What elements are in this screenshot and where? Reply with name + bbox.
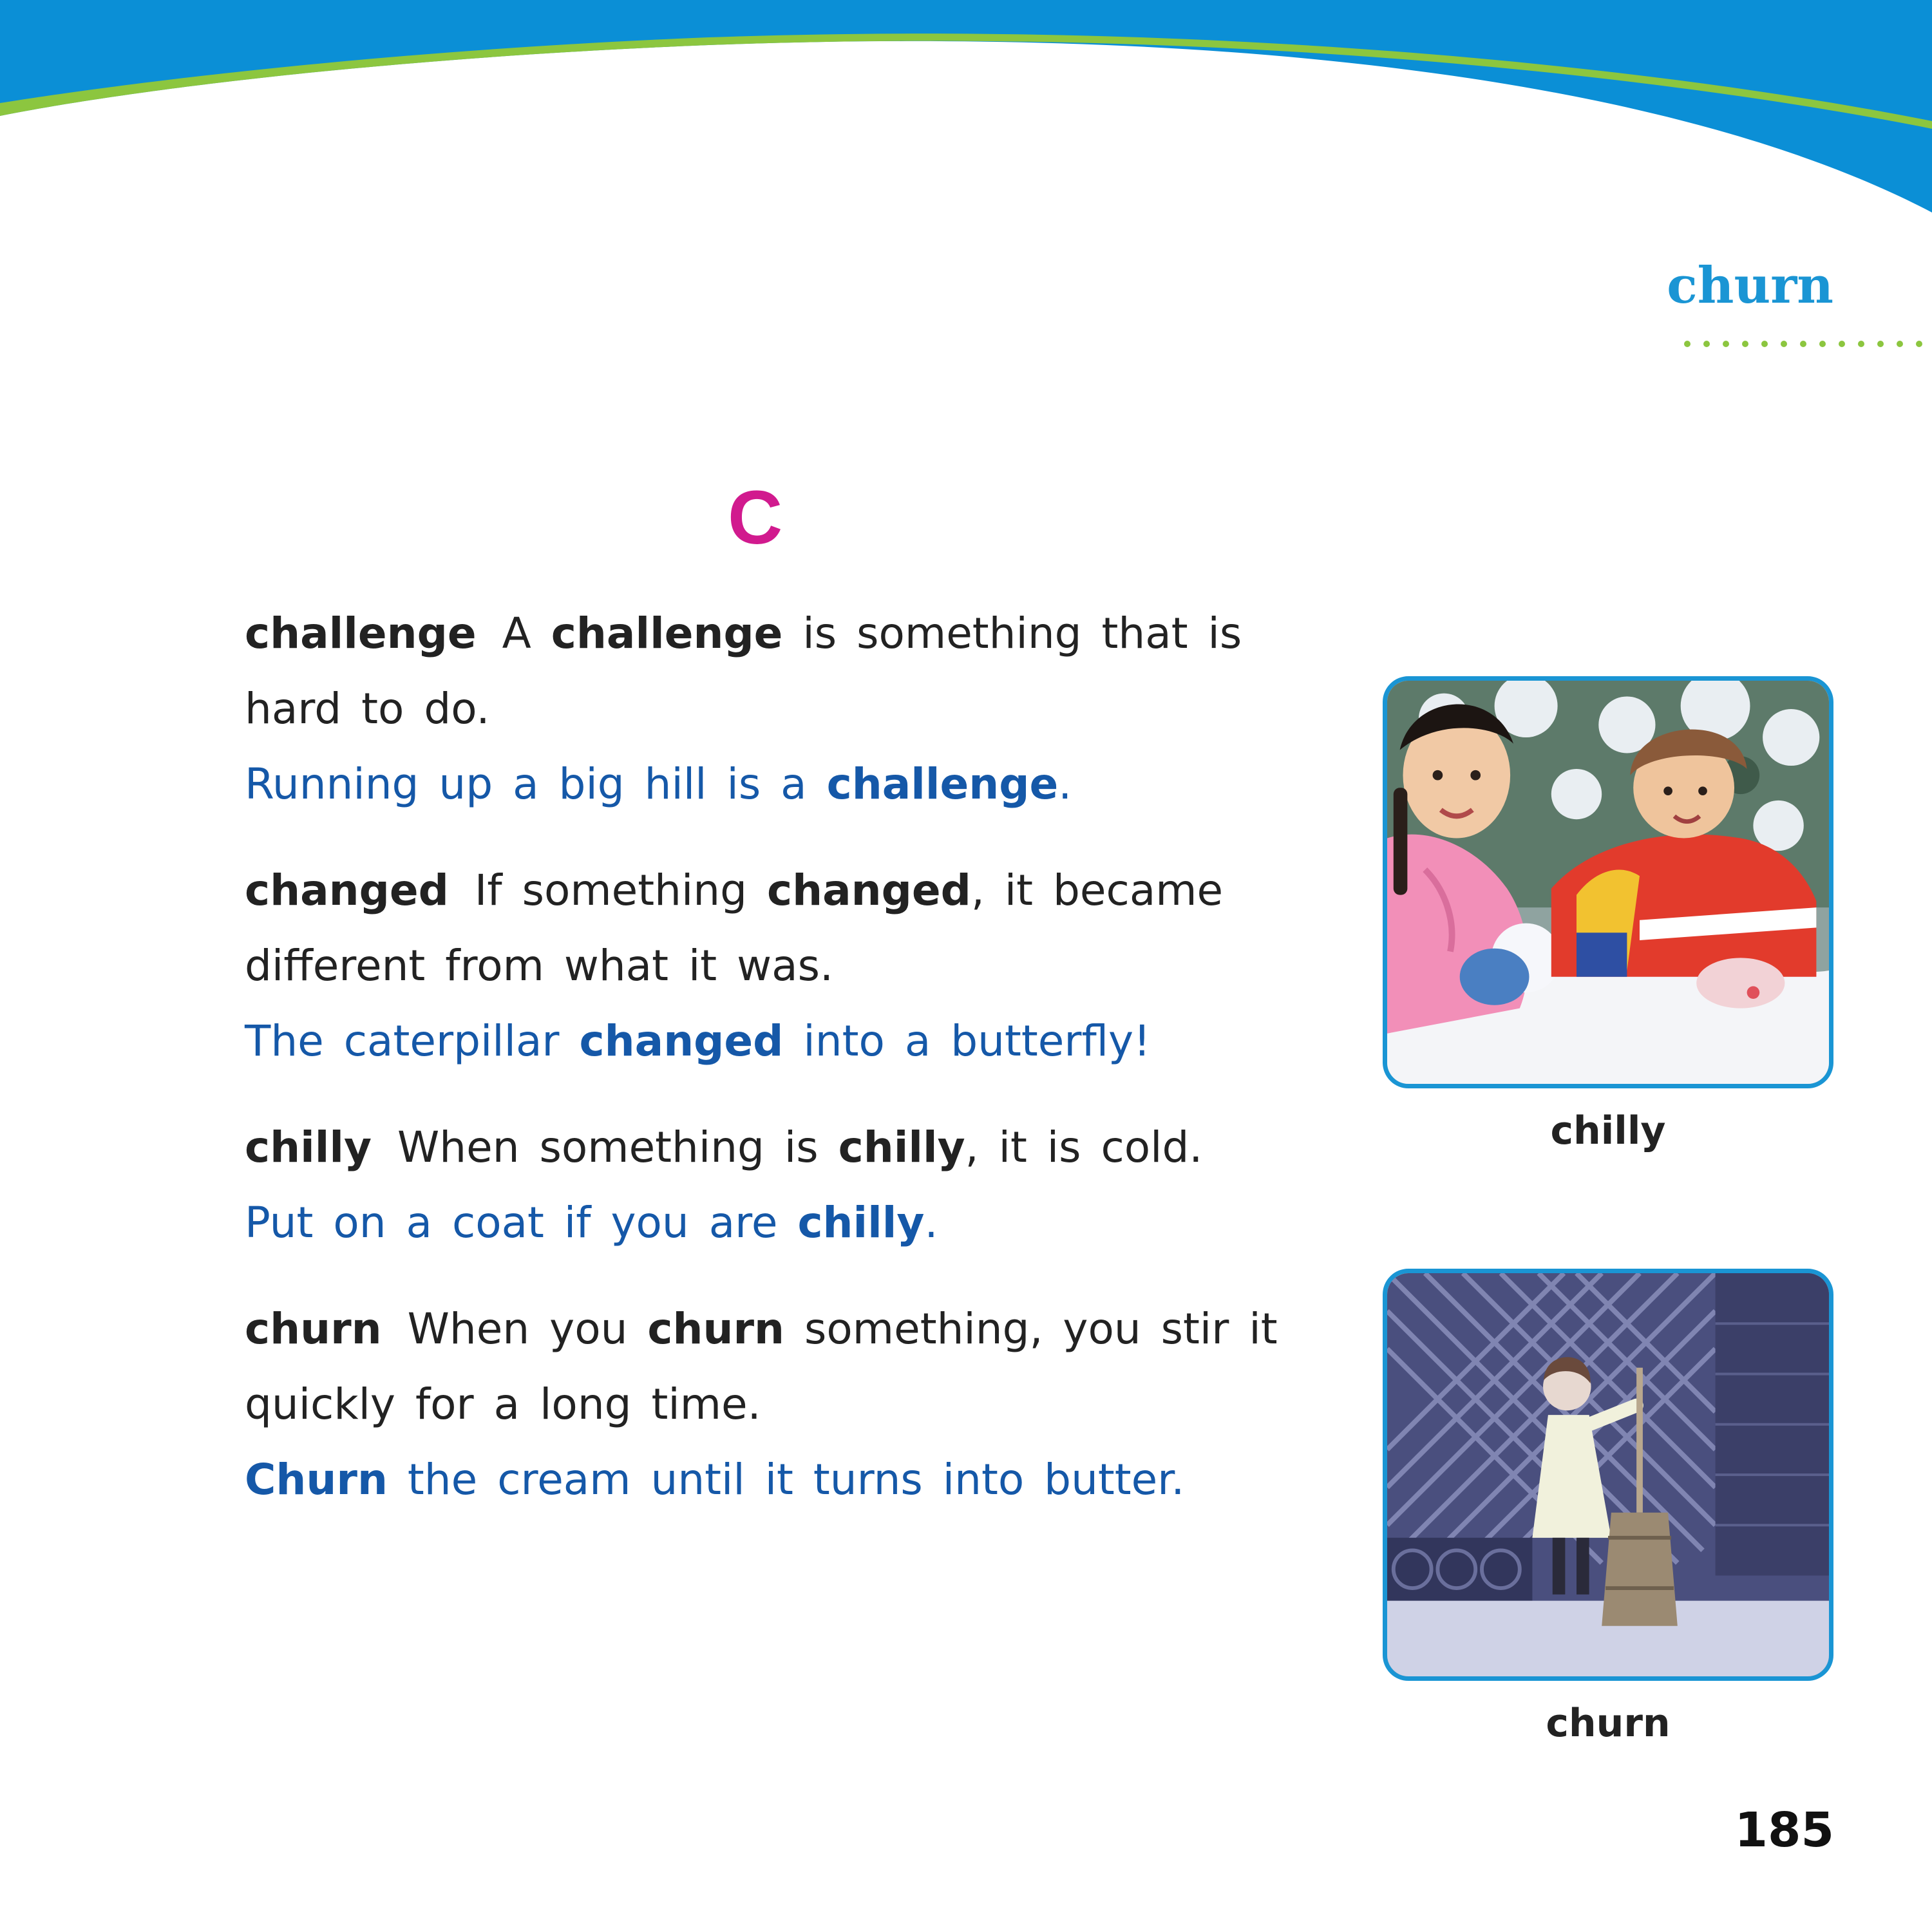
- entry-changed: [245, 853, 1301, 1079]
- keyword: chilly: [797, 1198, 925, 1247]
- figure-churn: [1383, 1269, 1833, 1746]
- definition-text: something, you stir it quickly for a long time.: [245, 1304, 1278, 1429]
- section-letter: C: [728, 475, 783, 560]
- page-number: 185: [1734, 1803, 1834, 1858]
- glossary-entries: [245, 596, 1301, 1548]
- example-text: Put on a coat if you are: [245, 1198, 798, 1247]
- example-text: .: [924, 1198, 938, 1247]
- definition-text: , it became different from what it was.: [245, 866, 1224, 990]
- example-text: The caterpillar: [245, 1016, 580, 1066]
- header-banner: [0, 0, 1932, 232]
- headword: churn: [245, 1304, 382, 1354]
- figure-caption: churn: [1546, 1701, 1671, 1746]
- keyword: churn: [647, 1304, 785, 1354]
- keyword: challenge: [551, 609, 783, 658]
- guide-word-dotted-rule: [1682, 339, 1932, 349]
- definition-text: A: [502, 609, 551, 658]
- headword: chilly: [245, 1122, 372, 1172]
- definition: [245, 853, 1301, 1003]
- guide-word: churn: [1667, 256, 1833, 315]
- photo-girl-with-butter-churn: [1383, 1269, 1833, 1681]
- example-sentence: [245, 1185, 1301, 1260]
- definition: [245, 1291, 1301, 1442]
- headword: changed: [245, 866, 449, 915]
- photo-children-in-snow: [1383, 676, 1833, 1088]
- definition-text: When you: [407, 1304, 648, 1354]
- definition-text: is something that is hard to do.: [245, 609, 1242, 734]
- entry-churn: [245, 1291, 1301, 1517]
- children-in-snow-illustration: [1387, 681, 1829, 1084]
- example-text: the cream until it turns into butter.: [387, 1455, 1185, 1504]
- figure-caption: chilly: [1550, 1108, 1666, 1153]
- headword: challenge: [245, 609, 477, 658]
- keyword: changed: [766, 866, 971, 915]
- definition-text: , it is cold.: [965, 1122, 1203, 1172]
- example-text: into a butterfly!: [783, 1016, 1151, 1066]
- example-sentence: [245, 1442, 1301, 1517]
- entry-chilly: [245, 1110, 1301, 1260]
- definition-text: If something: [474, 866, 767, 915]
- keyword: changed: [579, 1016, 784, 1066]
- keyword: challenge: [826, 759, 1059, 809]
- example-text: Running up a big hill is a: [245, 759, 827, 809]
- example-sentence: [245, 1003, 1301, 1079]
- girl-with-butter-churn-illustration: [1387, 1273, 1829, 1676]
- definition: [245, 1110, 1301, 1185]
- entry-challenge: [245, 596, 1301, 822]
- figure-chilly: [1383, 676, 1833, 1153]
- example-text: .: [1058, 759, 1072, 809]
- example-sentence: [245, 746, 1301, 822]
- keyword: Churn: [245, 1455, 388, 1504]
- definition: [245, 596, 1301, 746]
- keyword: chilly: [838, 1122, 965, 1172]
- definition-text: When something is: [397, 1122, 838, 1172]
